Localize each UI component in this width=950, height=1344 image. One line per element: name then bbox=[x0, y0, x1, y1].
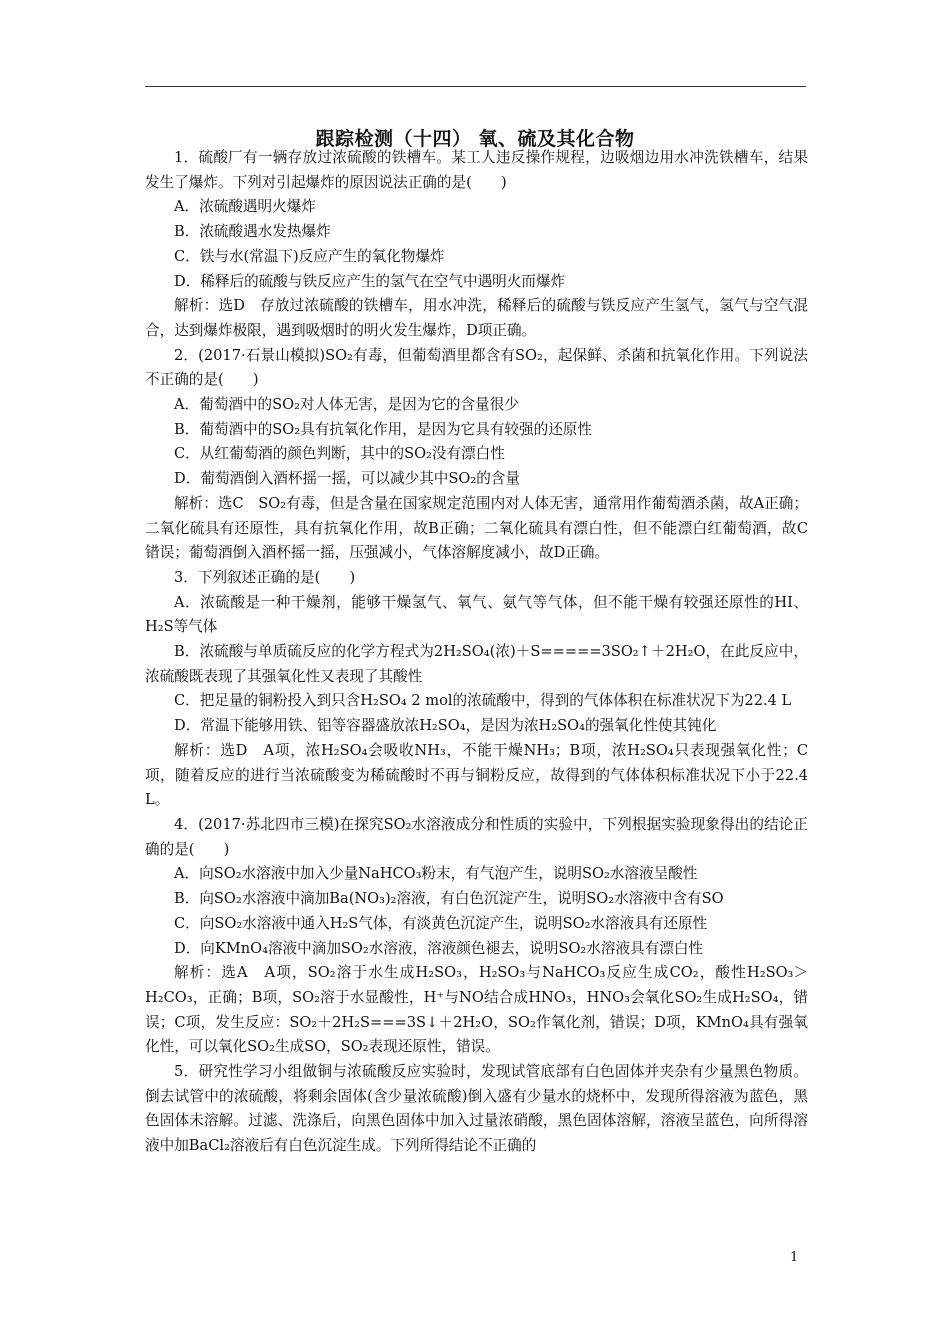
question-2 bbox=[145, 344, 808, 566]
question-stem: 5．研究性学习小组做铜与浓硫酸反应实验时，发现试管底部有白色固体并夹杂有少量黑色物质。倒去试管中的浓硫酸，将剩余固体(含少量浓硫酸)倒入盛有少量水的烧杯中，发现所得溶液为蓝色，黑色固体未溶解。过滤、洗涤后，向黑色固体中加入过量浓硝酸，黑色固体溶解，溶液呈蓝色，向所得溶液中加BaCl₂溶液后有白色沉淀生成。下列所得结论不正确的 bbox=[145, 1063, 808, 1155]
option-a: A．向SO₂水溶液中加入少量NaHCO₃粉末，有气泡产生，说明SO₂水溶液呈酸性 bbox=[174, 865, 698, 883]
option-d: D．向KMnO₄溶液中滴加SO₂水溶液，溶液颜色褪去，说明SO₂水溶液具有漂白性 bbox=[174, 939, 704, 957]
option-b: B．葡萄酒中的SO₂具有抗氧化作用，是因为它具有较强的还原性 bbox=[174, 420, 592, 438]
question-4 bbox=[145, 813, 808, 1060]
option-b: B．浓硫酸与单质硫反应的化学方程式为2H₂SO₄(浓)＋S=====3SO₂↑＋2H₂O，在此反应中，浓硫酸既表现了其强氧化性又表现了其酸性 bbox=[145, 643, 808, 685]
option-a: A．浓硫酸是一种干燥剂，能够干燥氢气、氧气、氨气等气体，但不能干燥有较强还原性的HI、H₂S等气体 bbox=[145, 593, 808, 636]
option-a: A．葡萄酒中的SO₂对人体无害，是因为它的含量很少 bbox=[174, 396, 519, 414]
option-c: C．向SO₂水溶液中通入H₂S气体，有淡黄色沉淀产生，说明SO₂水溶液具有还原性 bbox=[174, 914, 708, 932]
analysis: 解析：选D 存放过浓硫酸的铁槽车，用水冲洗，稀释后的硫酸与铁反应产生氢气，氢气与空气混合，达到爆炸极限，遇到吸烟时的明火发生爆炸，D项正确。 bbox=[145, 297, 808, 339]
option-a: A．浓硫酸遇明火爆炸 bbox=[174, 198, 316, 216]
question-stem: 4．(2017·苏北四市三模)在探究SO₂水溶液成分和性质的实验中，下列根据实验现象得出的结论正确的是( ) bbox=[145, 815, 808, 858]
option-d: D．葡萄酒倒入酒杯摇一摇，可以减少其中SO₂的含量 bbox=[174, 470, 520, 488]
question-stem: 1．硫酸厂有一辆存放过浓硫酸的铁槽车。某工人违反操作规程，边吸烟边用水冲洗铁槽车，结果发生了爆炸。下列对引起爆炸的原因说法正确的是( ) bbox=[145, 149, 808, 191]
header-rule bbox=[145, 86, 806, 87]
question-stem: 2．(2017·石景山模拟)SO₂有毒，但葡萄酒里都含有SO₂，起保鲜、杀菌和抗氧化作用。下列说法不正确的是( ) bbox=[145, 346, 808, 389]
option-b: B．浓硫酸遇水发热爆炸 bbox=[174, 223, 331, 241]
page-title: 跟踪检测（十四） 氧、硫及其化合物 bbox=[315, 128, 635, 150]
option-d: D．稀释后的硫酸与铁反应产生的氢气在空气中遇明火而爆炸 bbox=[174, 272, 566, 290]
analysis: 解析：选D A项，浓H₂SO₄会吸收NH₃，不能干燥NH₃；B项，浓H₂SO₄只表现强氧化性；C项，随着反应的进行当浓硫酸变为稀硫酸时不再与铜粉反应，故得到的气体体积标准状况下小于22.4 L。 bbox=[145, 741, 808, 809]
option-b: B．向SO₂水溶液中滴加Ba(NO₃)₂溶液，有白色沉淀产生，说明SO₂水溶液中含有SO bbox=[174, 890, 724, 908]
page-number: 1 bbox=[790, 1250, 799, 1265]
question-3 bbox=[145, 566, 808, 813]
option-c: C．把足量的铜粉投入到只含H₂SO₄ 2 mol的浓硫酸中，得到的气体体积在标准状况下为22.4 L bbox=[174, 692, 792, 710]
analysis: 解析：选A A项，SO₂溶于水生成H₂SO₃，H₂SO₃与NaHCO₃反应生成CO₂，酸性H₂SO₃＞H₂CO₃，正确；B项，SO₂溶于水显酸性，H⁺与NO结合成HNO₃，HNO₃会氧化SO₂生成H₂SO₄，错误；C项，发生反应：SO₂＋2H₂S===3S↓＋2H₂O，SO₂作氧化剂，错误；D项，KMnO₄具有强氧化性，可以氧化SO₂生成SO，SO₂表现还原性，错误。 bbox=[145, 964, 808, 1056]
question-1 bbox=[145, 146, 808, 344]
question-stem: 3．下列叙述正确的是( ) bbox=[174, 568, 356, 586]
question-5 bbox=[145, 1060, 808, 1159]
option-c: C．从红葡萄酒的颜色判断，其中的SO₂没有漂白性 bbox=[174, 445, 505, 463]
document-body bbox=[145, 146, 808, 1159]
option-c: C．铁与水(常温下)反应产生的氧化物爆炸 bbox=[174, 247, 445, 265]
option-d: D．常温下能够用铁、铝等容器盛放浓H₂SO₄，是因为浓H₂SO₄的强氧化性使其钝化 bbox=[174, 717, 717, 735]
analysis: 解析：选C SO₂有毒，但是含量在国家规定范围内对人体无害，通常用作葡萄酒杀菌，故A正确；二氧化硫具有还原性，具有抗氧化作用，故B正确；二氧化硫具有漂白性，但不能漂白红葡萄酒，故C错误；葡萄酒倒入酒杯摇一摇，压强减小，气体溶解度减小，故D正确。 bbox=[145, 494, 808, 562]
